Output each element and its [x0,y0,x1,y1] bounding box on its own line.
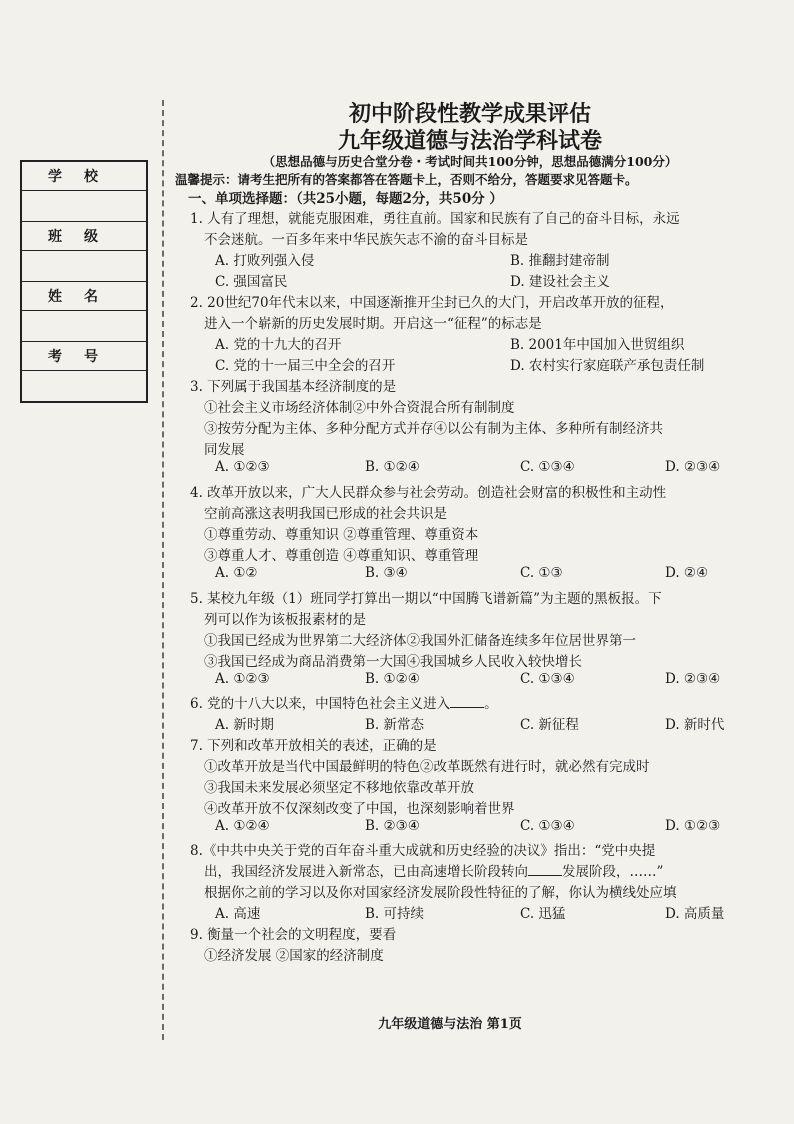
question-6-line1 [190,692,498,712]
question-5-line3: ①我国已经成为世界第二大经济体②我国外汇储备连续多年位居世界第一 [204,633,636,649]
question-5-option-a: A. ①②③ [215,671,270,687]
question-3-option-b: B. ①②④ [365,459,420,475]
question-3-line3: ③按劳分配为主体、多种分配方式并存④以公有制为主体、多种所有制经济共 [204,421,663,437]
question-3-line2: ①社会主义市场经济体制②中外合资混合所有制制度 [204,400,515,416]
question-3-option-d: D. ②③④ [665,459,721,475]
question-9-line2: ①经济发展 ②国家的经济制度 [204,948,384,964]
question-1-option-d: D. 建设社会主义 [510,274,610,290]
question-8-option-a: A. 高速 [215,906,261,922]
question-3-option-c: C. ①③④ [520,459,575,475]
question-5-line4: ③我国已经成为商品消费第一大国④我国城乡人民收入较快增长 [204,654,582,670]
question-8-text-b: 发展阶段，……” [562,864,664,880]
school-label: 学校 [21,161,147,191]
question-5-option-d: D. ②③④ [665,671,721,687]
question-1-option-c: C. 强国富民 [215,274,288,290]
question-5-line1: 5. 某校九年级（1）班同学打算出一期以“中国腾飞谱新篇”为主题的黑板报。下 [190,591,662,607]
question-8-answer-blank [528,863,562,876]
question-8-option-d: D. 高质量 [665,906,725,922]
question-3-line4: 同发展 [204,442,245,458]
question-4-line2: 空前高涨这表明我国已形成的社会共识是 [204,506,447,522]
student-info-box [20,160,148,403]
question-8-option-b: B. 可持续 [365,906,425,922]
question-9-line1: 9. 衡量一个社会的文明程度，要看 [190,927,397,943]
name-blank [21,311,147,342]
question-7-line3: ③我国未来发展必须坚定不移地依靠改革开放 [204,780,474,796]
question-4-line4: ③尊重人才、尊重创造 ④尊重知识、尊重管理 [204,548,479,564]
exam-subtitle: （思想品德与历史合堂分卷・考试时间共100分钟，思想品德满分100分） [262,154,678,169]
question-8-line2 [204,860,663,880]
question-2-line2: 进入一个崭新的历史发展时期。开启这一“征程”的标志是 [204,316,542,332]
question-2-option-c: C. 党的十一届三中全会的召开 [215,358,396,374]
question-4-option-d: D. ②④ [665,565,709,581]
page-footer: 九年级道德与法治 第1页 [378,1017,522,1032]
question-7-line2: ①改革开放是当代中国最鲜明的特色②改革既然有进行时，就必然有完成时 [204,759,650,775]
question-2-option-a: A. 党的十九大的召开 [215,337,342,353]
question-4-option-a: A. ①② [215,565,258,581]
question-4-line3: ①尊重劳动、尊重知识 ②尊重管理、尊重资本 [204,527,479,543]
question-6-text: 6. 党的十八大以来，中国特色社会主义进入 [190,696,451,712]
question-7-option-b: B. ②③④ [365,818,420,834]
exam-number-label: 考号 [21,342,147,371]
question-7-option-c: C. ①③④ [520,818,575,834]
class-blank [21,251,147,282]
class-label: 班级 [21,222,147,251]
question-5-option-b: B. ①②④ [365,671,420,687]
question-4-line1: 4. 改革开放以来，广大人民群众参与社会劳动。创造社会财富的积极性和主动性 [190,485,667,501]
question-1-option-a: A. 打败列强入侵 [215,253,315,269]
school-blank [21,191,147,222]
question-6-option-c: C. 新征程 [520,717,579,733]
question-6-end: 。 [484,696,498,712]
question-1-line2: 不会迷航。一百多年来中华民族矢志不渝的奋斗目标是 [204,232,528,248]
question-7-option-a: A. ①②④ [215,818,270,834]
question-2-option-d: D. 农村实行家庭联产承包责任制 [510,358,705,374]
section-heading: 一、单项选择题：（共25小题，每题2分，共50分 ） [188,191,503,207]
question-1-option-b: B. 推翻封建帝制 [510,253,610,269]
question-5-line2: 列可以作为该板报素材的是 [204,612,366,628]
question-4-option-c: C. ①③ [520,565,563,581]
question-2-option-b: B. 2001年中国加入世贸组织 [510,337,685,353]
question-3-line1: 3. 下列属于我国基本经济制度的是 [190,379,397,395]
exam-title: 初中阶段性教学成果评估 [348,101,591,127]
exam-tip: 温馨提示：请考生把所有的答案都答在答题卡上，否则不给分，答题要求见答题卡。 [175,172,638,187]
question-8-line3: 根据你之前的学习以及你对国家经济发展阶段性特征的了解，你认为横线处应填 [204,885,677,901]
question-8-text-a: 出，我国经济发展进入新常态，已由高速增长阶段转向 [204,864,528,880]
name-label: 姓名 [21,282,147,311]
question-6-option-a: A. 新时期 [215,717,274,733]
question-4-option-b: B. ③④ [365,565,408,581]
exam-number-blank [21,371,147,403]
exam-subject-title: 九年级道德与法治学科试卷 [337,128,602,154]
question-1-line1: 1. 人有了理想，就能克服困难，勇往直前。国家和民族有了自己的奋斗目标，永远 [190,211,680,227]
question-5-option-c: C. ①③④ [520,671,575,687]
question-7-line1: 7. 下列和改革开放相关的表述，正确的是 [190,738,437,754]
question-6-option-b: B. 新常态 [365,717,425,733]
binding-dashed-line [162,100,164,1040]
question-7-option-d: D. ①②③ [665,818,721,834]
question-7-line4: ④改革开放不仅深刻改变了中国，也深刻影响着世界 [204,801,515,817]
question-8-line1: 8.《中共中央关于党的百年奋斗重大成就和历史经验的决议》指出：“党中央提 [190,843,656,859]
question-6-option-d: D. 新时代 [665,717,725,733]
question-3-option-a: A. ①②③ [215,459,270,475]
question-2-line1: 2. 20世纪70年代末以来，中国逐渐推开尘封已久的大门，开启改革开放的征程， [190,295,674,311]
question-8-option-c: C. 迅猛 [520,906,566,922]
question-6-answer-blank [450,695,484,708]
